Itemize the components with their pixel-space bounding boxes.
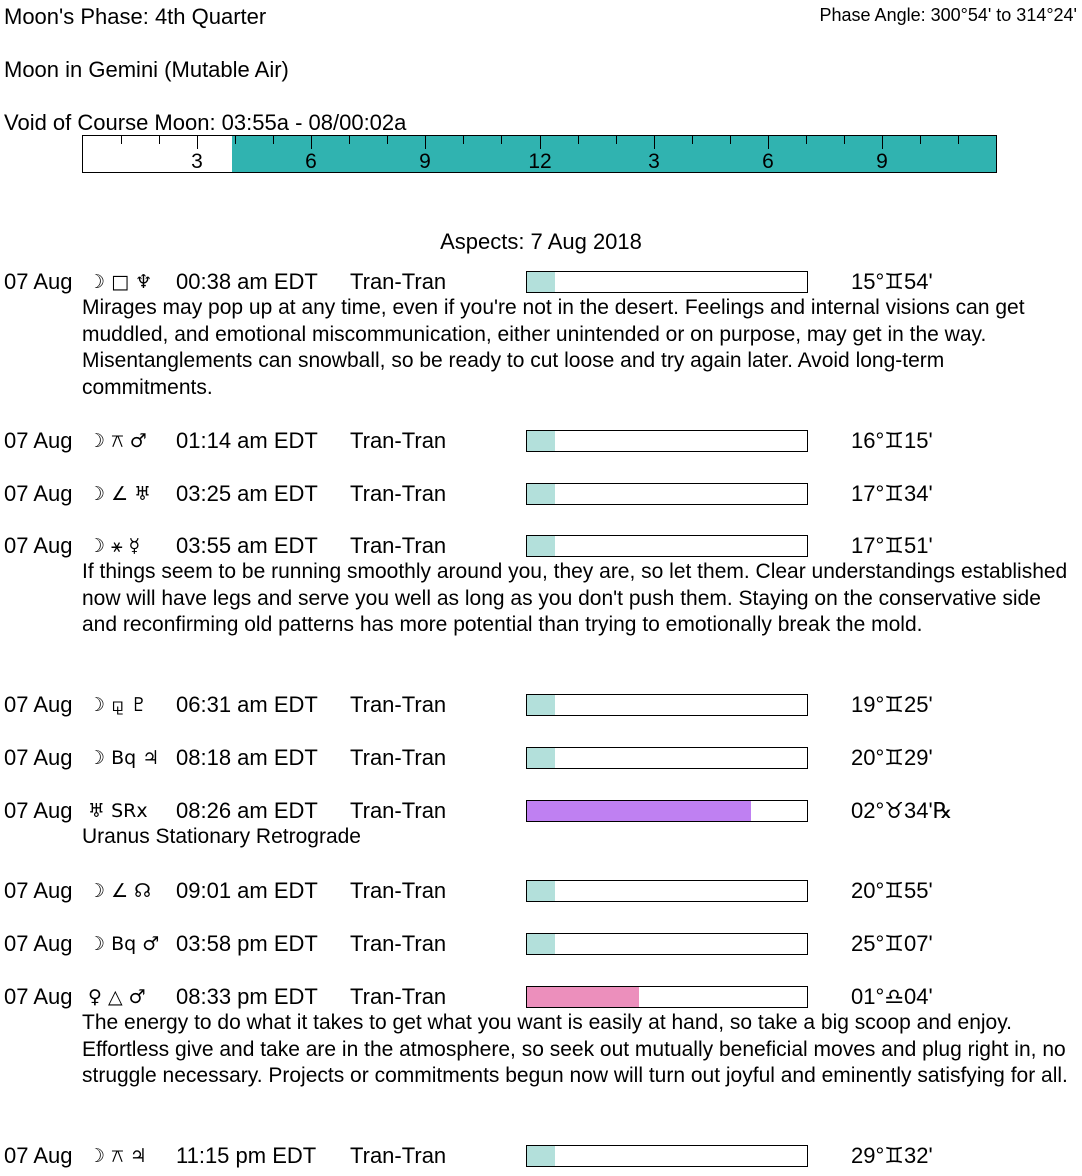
timeline-tick [349, 136, 350, 144]
aspect-time: 08:33 pm EDT [176, 984, 318, 1009]
aspect-date: 07 Aug [4, 984, 73, 1009]
aspect-glyphs: ☽ ∠ ♅ [88, 483, 152, 505]
aspect-strength-fill [527, 536, 555, 556]
aspect-position: 29°♊32' [851, 1143, 933, 1168]
aspect-type: Tran-Tran [350, 269, 447, 294]
aspect-glyphs: ☽ Bq ♃ [88, 747, 160, 769]
aspect-glyphs: ☽ ∠ ☊ [88, 880, 152, 902]
aspect-strength-bar [526, 694, 808, 716]
timeline-tick [501, 136, 502, 144]
aspect-strength-bar [526, 1145, 808, 1167]
aspect-glyphs: ☽ Bq ♂ [88, 933, 160, 955]
aspect-date: 07 Aug [4, 798, 73, 823]
aspect-type: Tran-Tran [350, 931, 447, 956]
void-of-course-timeline [82, 135, 997, 173]
timeline-tick [463, 136, 464, 144]
aspect-type: Tran-Tran [350, 1143, 447, 1168]
aspect-type: Tran-Tran [350, 984, 447, 1009]
aspect-time: 03:58 pm EDT [176, 931, 318, 956]
aspect-type: Tran-Tran [350, 745, 447, 770]
aspect-position: 17°♊51' [851, 533, 933, 558]
aspect-date: 07 Aug [4, 878, 73, 903]
aspect-position: 01°♎04' [851, 984, 933, 1009]
timeline-tick [882, 136, 883, 149]
aspect-row [0, 268, 1082, 296]
moon-phase: Moon's Phase: 4th Quarter [4, 4, 267, 29]
aspect-type: Tran-Tran [350, 533, 447, 558]
aspect-row [0, 797, 1082, 825]
aspect-glyphs: ☽ ⚼ ♇ [88, 694, 148, 716]
timeline-tick-label: 9 [419, 150, 431, 173]
aspects-title: Aspects: 7 Aug 2018 [440, 229, 642, 254]
aspect-date: 07 Aug [4, 533, 73, 558]
aspect-time: 09:01 am EDT [176, 878, 318, 903]
moon-sign: Moon in Gemini (Mutable Air) [4, 57, 289, 82]
aspect-strength-bar [526, 483, 808, 505]
aspect-date: 07 Aug [4, 1143, 73, 1168]
aspect-row [0, 983, 1082, 1011]
aspect-date: 07 Aug [4, 428, 73, 453]
aspect-strength-fill [527, 1146, 555, 1166]
timeline-tick [844, 136, 845, 144]
aspect-type: Tran-Tran [350, 481, 447, 506]
aspect-description: The energy to do what it takes to get what you want is easily at hand, so take a big scoop and enjoy. Effortless give and take are in the atmosphere, so seek out mutually beneficial moves and plug right in, no struggle necessary. Projects or commitments begun now will turn out joyful and eminently satisfying for all. [82, 1011, 1068, 1087]
aspect-glyphs: ♅ SRx [88, 800, 148, 822]
aspect-position: 20°♊29' [851, 745, 933, 770]
aspect-date: 07 Aug [4, 692, 73, 717]
aspect-glyphs: ☽ ⚻ ♃ [88, 1145, 147, 1167]
aspect-date: 07 Aug [4, 481, 73, 506]
aspect-position: 17°♊34' [851, 481, 933, 506]
aspect-strength-bar [526, 986, 808, 1008]
aspect-time: 08:26 am EDT [176, 798, 318, 823]
aspect-position: 16°♊15' [851, 428, 933, 453]
aspect-type: Tran-Tran [350, 428, 447, 453]
timeline-tick [768, 136, 769, 149]
aspect-strength-fill [527, 484, 555, 504]
timeline-tick [121, 136, 122, 144]
timeline-tick [273, 136, 274, 144]
aspect-description: Mirages may pop up at any time, even if you're not in the desert. Feelings and internal visions can get muddled, and emotional miscommunication, either unintended or on purpose, may get in the way. Misentanglements can snowball, so be ready to cut loose and try again later. Avoid long-term commitments. [82, 296, 1025, 399]
aspect-glyphs: ☽ ⚻ ♂ [88, 430, 147, 452]
aspect-strength-bar [526, 800, 808, 822]
timeline-tick [578, 136, 579, 144]
aspect-time: 01:14 am EDT [176, 428, 318, 453]
aspect-strength-bar [526, 933, 808, 955]
timeline-tick-label: 6 [762, 150, 774, 173]
aspect-position: 20°♊55' [851, 878, 933, 903]
aspect-row [0, 427, 1082, 455]
aspect-row [0, 480, 1082, 508]
timeline-tick [540, 136, 541, 149]
aspect-time: 03:25 am EDT [176, 481, 318, 506]
aspect-strength-fill [527, 748, 555, 768]
aspect-strength-fill [527, 801, 751, 821]
timeline-tick [311, 136, 312, 149]
aspect-strength-bar [526, 747, 808, 769]
aspect-row [0, 930, 1082, 958]
aspect-time: 11:15 pm EDT [176, 1143, 317, 1168]
aspect-strength-fill [527, 695, 555, 715]
aspect-date: 07 Aug [4, 931, 73, 956]
void-of-course: Void of Course Moon: 03:55a - 08/00:02a [4, 110, 407, 135]
aspect-position: 19°♊25' [851, 692, 933, 717]
aspect-position: 15°♊54' [851, 269, 933, 294]
timeline-tick [730, 136, 731, 144]
aspect-row [0, 691, 1082, 719]
aspect-time: 06:31 am EDT [176, 692, 318, 717]
timeline-tick-label: 3 [191, 150, 203, 173]
aspect-description: If things seem to be running smoothly around you, they are, so let them. Clear understandings established now will have legs and serve you well as long as you don't push them. Staying on the conservative side and reconfirming old patterns has more potential than trying to emotionally break the mold. [82, 560, 1068, 636]
timeline-tick [387, 136, 388, 144]
aspect-strength-fill [527, 987, 639, 1007]
aspect-strength-bar [526, 430, 808, 452]
aspect-date: 07 Aug [4, 269, 73, 294]
timeline-tick [806, 136, 807, 144]
timeline-tick-label: 6 [305, 150, 317, 173]
aspect-date: 07 Aug [4, 745, 73, 770]
aspect-glyphs: ♀ △ ♂ [88, 986, 146, 1008]
aspect-glyphs: ☽ ⚹ ☿ [88, 535, 141, 557]
aspect-description: Uranus Stationary Retrograde [82, 825, 361, 848]
timeline-tick [235, 136, 236, 144]
aspect-strength-fill [527, 431, 555, 451]
aspect-strength-bar [526, 880, 808, 902]
aspect-type: Tran-Tran [350, 692, 447, 717]
aspect-type: Tran-Tran [350, 798, 447, 823]
aspect-strength-bar [526, 535, 808, 557]
timeline-tick-label: 12 [528, 150, 552, 173]
phase-angle: Phase Angle: 300°54' to 314°24' [819, 5, 1077, 25]
timeline-tick [654, 136, 655, 149]
timeline-tick [159, 136, 160, 144]
aspect-time: 08:18 am EDT [176, 745, 318, 770]
timeline-tick-label: 3 [648, 150, 660, 173]
aspect-position: 02°♉34'℞ [851, 798, 953, 823]
timeline-tick [197, 136, 198, 149]
aspect-type: Tran-Tran [350, 878, 447, 903]
aspect-time: 00:38 am EDT [176, 269, 318, 294]
timeline-tick [692, 136, 693, 144]
aspect-strength-fill [527, 881, 555, 901]
timeline-tick [616, 136, 617, 144]
aspect-strength-bar [526, 271, 808, 293]
aspect-strength-fill [527, 272, 555, 292]
aspect-row [0, 877, 1082, 905]
aspect-glyphs: ☽ □ ♆ [88, 271, 153, 293]
timeline-tick-label: 9 [876, 150, 888, 173]
aspect-row [0, 1142, 1082, 1170]
timeline-tick [920, 136, 921, 144]
timeline-tick [425, 136, 426, 149]
aspect-strength-fill [527, 934, 555, 954]
aspect-position: 25°♊07' [851, 931, 933, 956]
timeline-tick [958, 136, 959, 144]
aspect-row [0, 532, 1082, 560]
aspect-time: 03:55 am EDT [176, 533, 318, 558]
aspect-row [0, 744, 1082, 772]
